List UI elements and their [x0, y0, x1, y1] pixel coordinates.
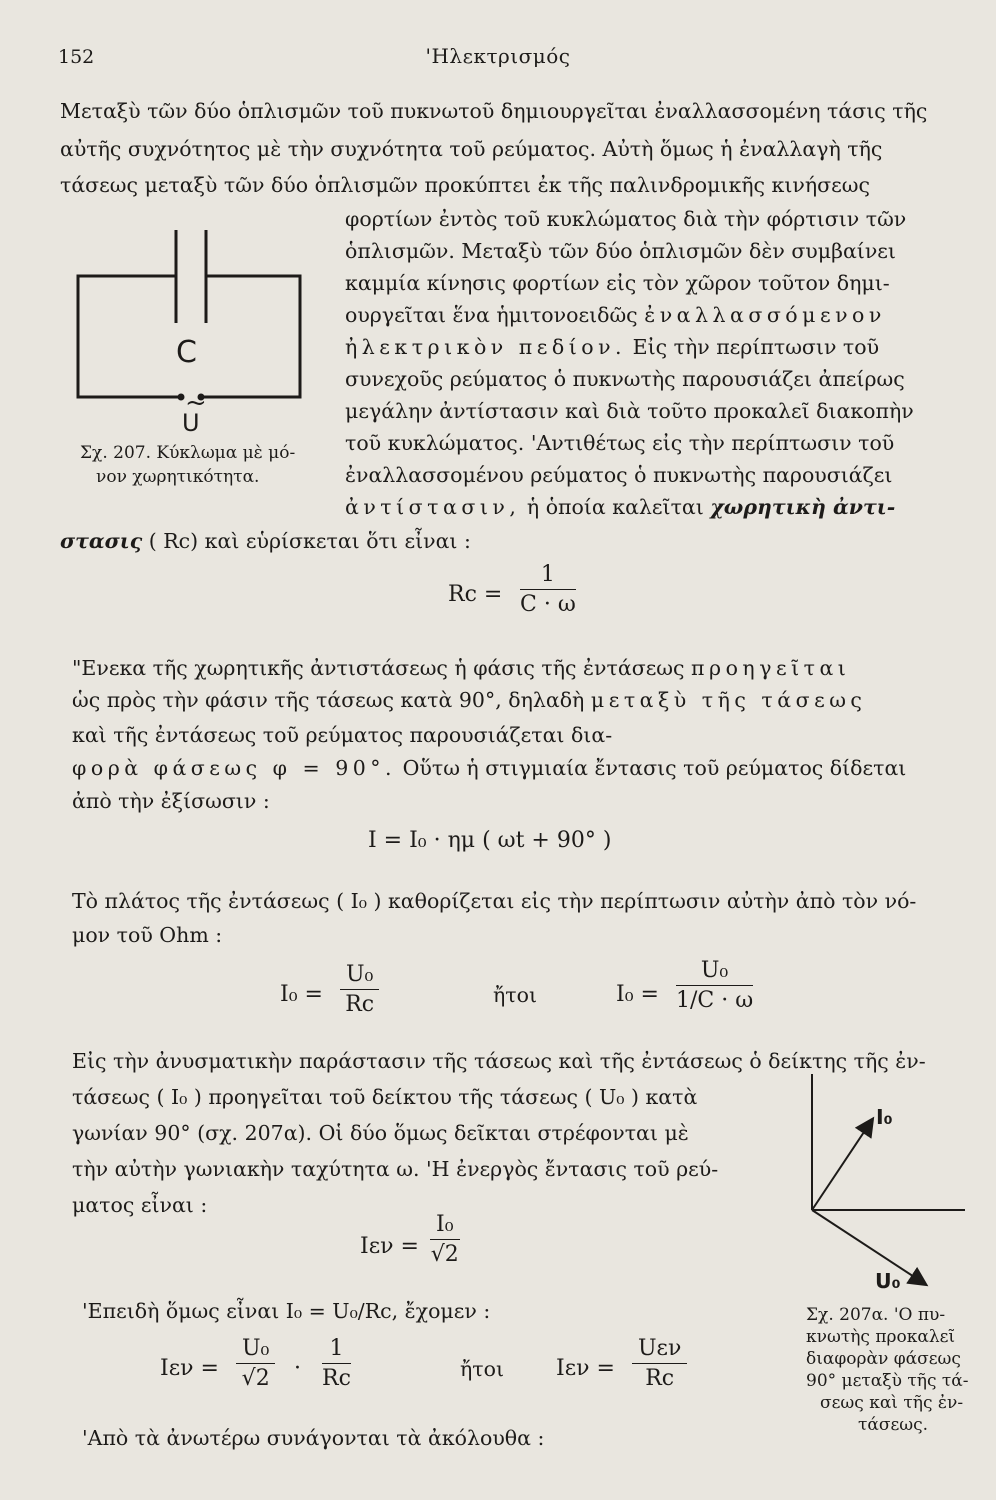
numerator: U₀	[236, 1336, 275, 1364]
figure-caption: τάσεως.	[858, 1415, 929, 1435]
figure-caption: νον χωρητικότητα.	[96, 467, 260, 487]
bold-term: χωρητικὴ ἀντι-	[710, 495, 896, 519]
fraction	[676, 958, 753, 1013]
phasor-label-current: I₀	[876, 1105, 893, 1129]
text-line: φορτίων ἐντὸς τοῦ κυκλώματος διὰ τὴν φόρτισιν τῶν	[345, 207, 907, 231]
spaced-term: μεταξὺ τῆς τάσεως	[590, 688, 867, 712]
voltage-phasor	[812, 1210, 925, 1284]
denominator: √2	[430, 1242, 459, 1267]
text-line: τάσεως μεταξὺ τῶν δύο ὁπλισμῶν προκύπτει ἐκ τῆς παλινδρομικῆς κινήσεως	[60, 173, 870, 197]
spaced-term: προηγεῖται	[691, 656, 851, 680]
text-line: Μεταξὺ τῶν δύο ὁπλισμῶν τοῦ πυκνωτοῦ δημιουργεῖται ἐναλλασσομένη τάσις τῆς	[60, 99, 928, 123]
equation-lhs: Iεν =	[160, 1356, 219, 1381]
source-letter: U	[182, 409, 200, 437]
text-line	[60, 528, 471, 554]
numerator: I₀	[430, 1212, 460, 1240]
spaced-term: φορὰ φάσεως φ = 90°.	[72, 756, 397, 780]
ac-source-symbol: ~	[185, 388, 207, 418]
fraction	[520, 562, 576, 617]
spaced-term: ἀντίστασιν,	[345, 495, 521, 519]
figure-caption: 90° μεταξὺ τῆς τά-	[806, 1371, 969, 1391]
equation-lhs: I₀ =	[280, 982, 323, 1007]
fraction	[322, 1336, 351, 1391]
terminal-dot	[178, 394, 185, 401]
text-line: τάσεως ( I₀ ) προηγεῖται τοῦ δείκτου τῆς τάσεως ( U₀ ) κατὰ	[72, 1085, 698, 1109]
fraction	[340, 962, 379, 1017]
denominator: Rc	[322, 1366, 351, 1391]
text-line: Εἰς τὴν ἀνυσματικὴν παράστασιν τῆς τάσεως καὶ τῆς ἐντάσεως ὁ δείκτης τῆς ἐν-	[72, 1049, 926, 1073]
text-line: αὐτῆς συχνότητος μὲ τὴν συχνότητα τοῦ ρεύματος. Αὐτὴ ὅμως ἡ ἐναλλαγὴ τῆς	[60, 137, 883, 161]
equation-current: I = I₀ · ημ ( ωt + 90° )	[368, 828, 612, 853]
text-span: ουργεῖται ἕνα ἡμιτονοειδῶς	[345, 303, 638, 327]
page-number: 152	[58, 46, 95, 68]
numerator: 1	[322, 1336, 351, 1364]
circuit-wire-left	[78, 276, 180, 397]
numerator: U₀	[676, 958, 753, 986]
spaced-term: ἠλεκτρικὸν πεδίον.	[345, 335, 627, 359]
capacitor-label: C	[176, 335, 197, 370]
text-line: τοῦ κυκλώματος. 'Αντιθέτως εἰς τὴν περίπτωσιν τοῦ	[345, 431, 895, 455]
fraction	[236, 1336, 275, 1391]
current-phasor	[812, 1120, 872, 1210]
text-span: "Ενεκα τῆς χωρητικῆς ἀντιστάσεως ἡ φάσις τῆς ἐντάσεως	[72, 656, 685, 680]
denominator: Rc	[645, 1366, 675, 1391]
text-line: καὶ τῆς ἐντάσεως τοῦ ρεύματος παρουσιάζεται δια-	[72, 723, 613, 747]
text-line	[72, 655, 850, 681]
phasor-label-voltage: U₀	[875, 1269, 901, 1293]
denominator: √2	[241, 1366, 270, 1391]
connector-text: ἤτοι	[460, 1357, 505, 1381]
denominator: C · ω	[520, 592, 576, 617]
text-line: μεγάλην ἀντίστασιν καὶ διὰ τοῦτο προκαλεῖ διακοπὴν	[345, 399, 914, 423]
text-line: γωνίαν 90° (σχ. 207α). Οἱ δύο ὅμως δεῖκται στρέφονται μὲ	[72, 1121, 689, 1145]
text-line: Τὸ πλάτος τῆς ἐντάσεως ( I₀ ) καθορίζεται εἰς τὴν περίπτωσιν αὐτὴν ἀπὸ τὸν νό-	[72, 889, 917, 913]
text-line: ἐναλλασσομένου ρεύματος ὁ πυκνωτὴς παρουσιάζει	[345, 463, 893, 487]
numerator: 1	[520, 562, 576, 590]
text-line	[72, 755, 906, 781]
numerator: Uεν	[632, 1336, 687, 1364]
spaced-term: ἐναλλασσόμενον	[644, 303, 886, 327]
text-line: καμμία κίνησις φορτίων εἰς τὸν χῶρον τοῦτον δημι-	[345, 271, 890, 295]
text-line: τὴν αὐτὴν γωνιακὴν ταχύτητα ω. 'Η ἐνεργὸς ἔντασις τοῦ ρεύ-	[72, 1157, 719, 1181]
text-line	[345, 334, 879, 360]
text-line: 'Επειδὴ ὅμως εἶναι I₀ = U₀/Rc, ἔχομεν :	[82, 1299, 491, 1323]
figure-caption: διαφορὰν φάσεως	[806, 1349, 961, 1369]
text-span: ὡς πρὸς τὴν φάσιν τῆς τάσεως κατὰ 90°, δηλαδὴ	[72, 688, 585, 712]
text-span: ἡ ὁποία καλεῖται	[526, 495, 704, 519]
text-line: ἀπὸ τὴν ἐξίσωσιν :	[72, 789, 270, 813]
equation-lhs: I₀ =	[616, 982, 659, 1007]
text-line: 'Απὸ τὰ ἀνωτέρω συνάγονται τὰ ἀκόλουθα :	[82, 1426, 545, 1450]
text-line: ὁπλισμῶν. Μεταξὺ τῶν δύο ὁπλισμῶν δὲν συμβαίνει	[345, 239, 896, 263]
text-line: μον τοῦ Ohm :	[72, 923, 223, 947]
equation-lhs: Iεν =	[556, 1356, 615, 1381]
running-title: 'Ηλεκτρισμός	[425, 44, 571, 68]
connector-text: ἤτοι	[493, 983, 538, 1007]
figure-caption: κνωτὴς προκαλεῖ	[806, 1327, 956, 1347]
circuit-wire-right	[202, 276, 300, 397]
equation-lhs: Iεν =	[360, 1234, 419, 1259]
text-span: ( Rc) καὶ εὑρίσκεται ὅτι εἶναι :	[148, 529, 471, 553]
bold-term: στασις	[60, 529, 143, 553]
text-line: ματος εἶναι :	[72, 1193, 208, 1217]
text-line	[345, 494, 895, 520]
fraction	[430, 1212, 460, 1267]
multiply-dot: ·	[294, 1356, 301, 1381]
equation-lhs: Rc =	[448, 582, 503, 607]
fraction	[632, 1336, 687, 1391]
figure-caption: Σχ. 207. Κύκλωμα μὲ μό-	[80, 443, 296, 463]
numerator: U₀	[340, 962, 379, 990]
figure-caption: σεως καὶ τῆς ἐν-	[820, 1393, 964, 1413]
text-line	[72, 687, 866, 713]
text-span: Εἰς τὴν περίπτωσιν τοῦ	[632, 335, 880, 359]
text-span: Οὕτω ἡ στιγμιαία ἔντασις τοῦ ρεύματος δίδεται	[402, 756, 907, 780]
figure-caption: Σχ. 207α. 'Ο πυ-	[806, 1305, 946, 1325]
text-line: συνεχοῦς ρεύματος ὁ πυκνωτὴς παρουσιάζει ἀπείρως	[345, 367, 905, 391]
denominator: 1/C · ω	[676, 988, 754, 1013]
denominator: Rc	[345, 992, 375, 1017]
text-line	[345, 302, 886, 328]
